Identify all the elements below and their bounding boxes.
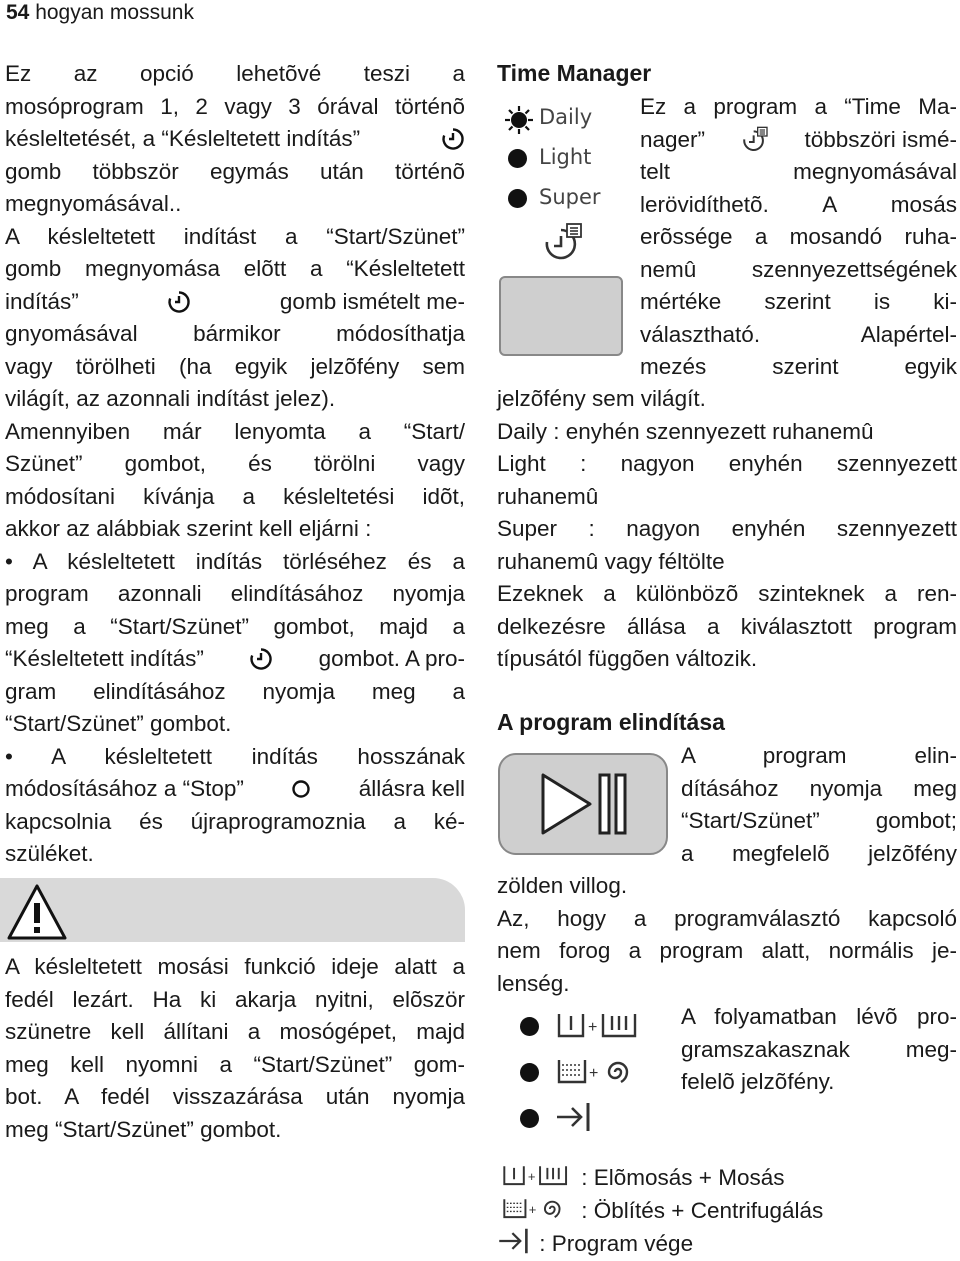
text-line: gomb többször egymás után történõ [5, 158, 465, 184]
text-line: Ez az opció lehetõvé teszi a [5, 61, 465, 86]
indicator-dot-icon [520, 1017, 539, 1036]
text-line: nemû szennyezettségének [640, 256, 957, 282]
text-line: Super : nagyon enyhén szennyezett [497, 516, 957, 541]
section-title-start: A program elindítása [497, 709, 725, 735]
text-line: program azonnali elindításához nyomja [5, 581, 465, 606]
panel-label-daily: Daily [539, 105, 593, 129]
text-line: gram elindításához nyomja meg a [5, 678, 465, 704]
svg-text:+: + [527, 1168, 536, 1184]
text-line: delkezésre állása a kiválasztott program [497, 613, 957, 639]
text-line: telt megnyomásával [640, 159, 957, 184]
text-line: szünetre kell állítani a mosógépet, majd [5, 1019, 465, 1044]
page-number: 54 [6, 1, 30, 24]
text-span: nager” [640, 126, 706, 152]
start-tail [497, 870, 957, 1000]
svg-text:+: + [588, 1019, 598, 1036]
text-span: többszöri ismé- [804, 126, 957, 152]
indicator-dot-icon [520, 1063, 539, 1082]
text-line: Ez a program a “Time Ma- [640, 94, 957, 119]
text-line: Daily : enyhén szennyezett ruhanemû [497, 418, 874, 444]
text-line: világít, az azonnali indítást jelez). [5, 386, 336, 411]
text-line: meg kell nyomni a “Start/Szünet” gom- [5, 1051, 465, 1077]
text-line: dításához nyomja meg [681, 775, 957, 801]
time-manager-icon [740, 126, 770, 154]
legend-row [497, 1162, 957, 1195]
text-line: lerövidíthetõ. A mosás [640, 191, 957, 217]
text-line: mértéke szerint is ki- [640, 289, 957, 314]
prewash-wash-icon [497, 1163, 575, 1189]
text-line: mosóprogram 1, 2 vagy 3 órával történõ [5, 93, 465, 119]
time-manager-tail [497, 383, 957, 676]
text-line [5, 773, 465, 806]
legend-label: : Elõmosás + Mosás [581, 1165, 785, 1190]
stop-circle-icon [291, 779, 311, 799]
legend [497, 1162, 957, 1260]
text-line: ruhanemû vagy féltölte [497, 548, 725, 574]
text-line: gramszakasznak meg- [681, 1036, 957, 1062]
prewash-wash-icon [555, 1010, 641, 1042]
text-span: “Késleltetett indítás” [5, 646, 204, 671]
warning-text [5, 951, 465, 1146]
text-line: A program elin- [681, 743, 957, 768]
bullet-line: • A késleltetett indítás hosszának [5, 743, 465, 769]
text-line: nem forog a program alatt, normális je- [497, 938, 957, 963]
text-line: Ezeknek a különbözõ szinteknek a ren- [497, 581, 957, 606]
panel-label-light: Light [539, 145, 592, 169]
text-line: meg “Start/Szünet” gombot. [5, 1116, 282, 1142]
text-line [5, 643, 465, 676]
text-line: módosítani kívánja a késleltetési idõt, [5, 483, 465, 509]
time-manager-panel [505, 100, 635, 330]
text-line: “Start/Szünet” gombot. [5, 711, 232, 736]
text-line: bot. A fedél visszazárása után nyomja [5, 1084, 465, 1109]
text-line [640, 124, 957, 157]
svg-text:+: + [589, 1065, 599, 1082]
text-line: jelzõfény sem világít. [497, 386, 706, 411]
text-span: késleltetését, a “Késleltetett indítás” [5, 126, 361, 151]
text-line: kapcsolnia és újraprogramoznia a ké- [5, 808, 465, 834]
text-line: fedél lezárt. Ha ki akarja nyitni, elõször [5, 986, 465, 1012]
text-line: Amennyiben már lenyomta a “Start/ [5, 418, 465, 444]
end-of-program-icon [555, 1101, 595, 1133]
text-line: “Start/Szünet” gombot; [681, 808, 957, 833]
text-line: Az, hogy a programválasztó kapcsoló [497, 905, 957, 931]
legend-label: : Öblítés + Centrifugálás [581, 1197, 824, 1223]
warning-triangle-icon [6, 883, 68, 941]
text-line: A késleltetett mosási funkció ideje alatt a [5, 954, 465, 979]
text-line: zölden villog. [497, 873, 628, 898]
legend-row [497, 1195, 957, 1228]
text-line: erõssége a mosandó ruha- [640, 224, 957, 249]
text-line: gnyomásával bármikor módosíthatja [5, 321, 465, 346]
text-line: A folyamatban lévõ pro- [681, 1004, 957, 1029]
time-manager-icon [541, 222, 585, 264]
rinse-spin-icon [555, 1056, 641, 1088]
text-line: lenség. [497, 970, 570, 996]
play-pause-icon [500, 755, 666, 853]
phase-text [681, 1001, 957, 1099]
text-line: mezés szerint egyik [640, 354, 957, 379]
text-span: gomb ismételt me- [279, 288, 465, 314]
text-span: módosításához a “Stop” [5, 776, 244, 801]
text-span: gombot. A pro- [318, 646, 465, 671]
start-pause-button[interactable] [498, 753, 668, 855]
warning-bar [0, 878, 465, 942]
page-header [6, 1, 194, 25]
rinse-spin-icon [497, 1196, 575, 1222]
text-line: ruhanemû [497, 483, 599, 509]
delay-timer-icon [441, 127, 465, 151]
text-line [5, 286, 465, 319]
text-line: szüléket. [5, 841, 94, 866]
indicator-lit-icon [505, 106, 533, 134]
text-line: A késleltetett indítást a “Start/Szünet” [5, 223, 465, 249]
svg-text:+: + [528, 1201, 537, 1217]
indicator-dot-icon [508, 149, 527, 168]
delay-timer-icon [249, 647, 273, 671]
text-line: meg a “Start/Szünet” gombot, majd a [5, 613, 465, 639]
time-manager-button[interactable] [499, 276, 623, 356]
indicator-dot-icon [520, 1109, 539, 1128]
text-line: választható. Alapértel- [640, 321, 957, 347]
text-line: a megfelelõ jelzõfény [681, 840, 957, 866]
text-span: állásra kell [358, 776, 465, 801]
indicator-dot-icon [508, 189, 527, 208]
start-text [681, 740, 957, 870]
text-line: felelõ jelzõfény. [681, 1069, 835, 1094]
panel-label-super: Super [539, 185, 601, 209]
text-line [5, 123, 465, 156]
text-line: Light : nagyon enyhén szennyezett [497, 451, 957, 476]
text-line: vagy törölheti (ha egyik jelzõfény sem [5, 353, 465, 379]
time-manager-text [640, 91, 957, 384]
end-of-program-icon [497, 1227, 533, 1255]
text-line: típusától függõen változik. [497, 646, 758, 671]
text-line: gomb megnyomása elõtt a “Késleltetett [5, 256, 465, 281]
section-title-time-manager: Time Manager [497, 60, 652, 86]
text-line: akkor az alábbiak szerint kell eljárni : [5, 516, 372, 541]
left-column [5, 58, 465, 871]
text-line: Szünet” gombot, és törölni vagy [5, 451, 465, 476]
page-header-title: hogyan mossunk [35, 1, 194, 24]
delay-timer-icon [167, 290, 191, 314]
legend-row [497, 1227, 957, 1260]
text-span: indítás” [5, 288, 79, 314]
legend-label: : Program vége [539, 1231, 694, 1256]
bullet-line: • A késleltetett indítás törléséhez és a [5, 548, 465, 574]
text-line: megnyomásával.. [5, 191, 182, 216]
